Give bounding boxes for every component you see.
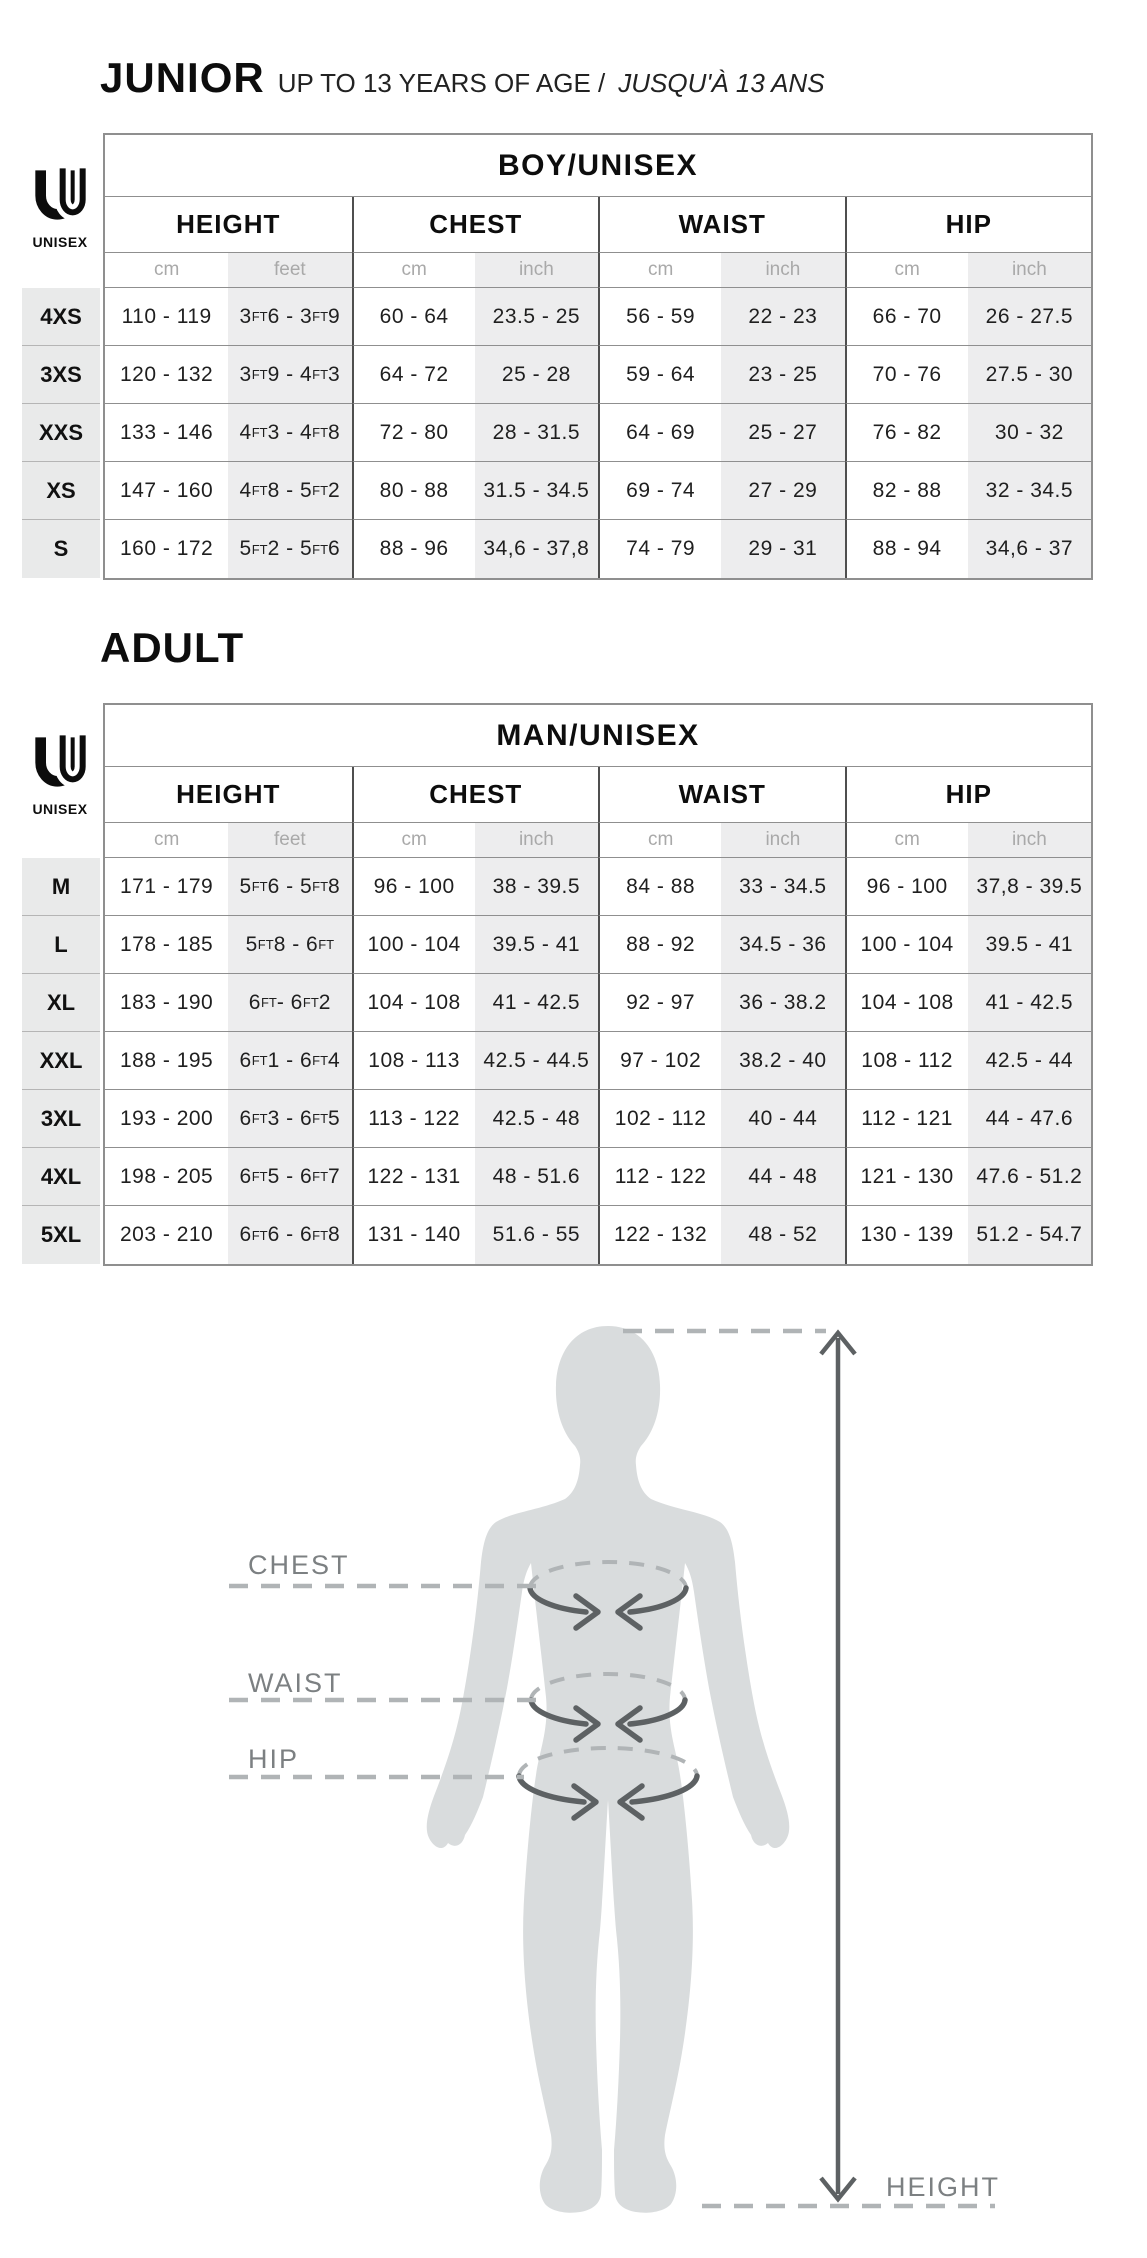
table-cell: 70 - 76: [845, 346, 968, 404]
unit-header: inch: [475, 823, 598, 858]
table-cell: 26 - 27.5: [968, 288, 1091, 346]
unit-header: cm: [845, 253, 968, 288]
table-cell: 30 - 32: [968, 404, 1091, 462]
table-cell: 51.2 - 54.7: [968, 1206, 1091, 1264]
table-cell: 27.5 - 30: [968, 346, 1091, 404]
table-cell: 188 - 195: [105, 1032, 228, 1090]
table-cell: 48 - 51.6: [475, 1148, 598, 1206]
unisex-logo-label: UNISEX: [32, 234, 88, 250]
unit-header: cm: [598, 253, 721, 288]
table-cell: 6 FT 3 - 6 FT 5: [228, 1090, 351, 1148]
table-cell: 31.5 - 34.5: [475, 462, 598, 520]
column-header-chest: CHEST: [352, 197, 599, 253]
table-cell: 104 - 108: [352, 974, 475, 1032]
table-cell: 60 - 64: [352, 288, 475, 346]
size-label: S: [22, 520, 100, 578]
table-cell: 82 - 88: [845, 462, 968, 520]
unisex-logo-label: UNISEX: [32, 801, 88, 817]
table-cell: 6 FT 5 - 6 FT 7: [228, 1148, 351, 1206]
table-cell: 41 - 42.5: [475, 974, 598, 1032]
table-cell: 104 - 108: [845, 974, 968, 1032]
table-cell: 59 - 64: [598, 346, 721, 404]
adult-size-labels: [22, 858, 100, 1264]
size-label: XXS: [22, 404, 100, 462]
table-cell: 23 - 25: [721, 346, 844, 404]
measurement-diagram: [0, 1300, 1147, 2258]
table-cell: 44 - 48: [721, 1148, 844, 1206]
table-cell: 66 - 70: [845, 288, 968, 346]
table-cell: 42.5 - 44.5: [475, 1032, 598, 1090]
table-cell: 131 - 140: [352, 1206, 475, 1264]
table-cell: 88 - 94: [845, 520, 968, 578]
table-cell: 5 FT 6 - 5 FT 8: [228, 858, 351, 916]
table-cell: 3 FT 9 - 4 FT 3: [228, 346, 351, 404]
unit-header: inch: [968, 823, 1091, 858]
table-cell: 33 - 34.5: [721, 858, 844, 916]
table-cell: 120 - 132: [105, 346, 228, 404]
table-cell: 160 - 172: [120, 537, 214, 560]
table-cell: 4 FT 8 - 5 FT 2: [228, 462, 351, 520]
junior-heading: [100, 54, 825, 102]
size-label: 3XS: [22, 346, 100, 404]
table-cell: 56 - 59: [598, 288, 721, 346]
table-cell: 100 - 104: [845, 916, 968, 974]
table-cell: 112 - 122: [598, 1148, 721, 1206]
table-cell: 29 - 31: [721, 520, 844, 578]
unisex-u-icon: [30, 731, 90, 797]
table-cell: 25 - 28: [475, 346, 598, 404]
junior-size-table: [103, 133, 1093, 580]
table-cell: 3 FT 6 - 3 FT 9: [228, 288, 351, 346]
waist-label: WAIST: [248, 1668, 343, 1698]
junior-table-title: BOY/UNISEX: [105, 135, 1091, 197]
size-label: L: [22, 916, 100, 974]
table-cell: 198 - 205: [105, 1148, 228, 1206]
table-cell: 110 - 119: [105, 288, 228, 346]
table-cell: 122 - 132: [598, 1206, 721, 1264]
unit-header: inch: [968, 253, 1091, 288]
table-cell: 38.2 - 40: [721, 1032, 844, 1090]
height-label: HEIGHT: [886, 2172, 1001, 2202]
table-cell: 183 - 190: [105, 974, 228, 1032]
adult-title: ADULT: [100, 624, 245, 671]
table-cell: 39.5 - 41: [968, 916, 1091, 974]
table-cell: 27 - 29: [721, 462, 844, 520]
adult-table-title: MAN/UNISEX: [105, 705, 1091, 767]
column-header-waist: WAIST: [598, 197, 845, 253]
size-label: XS: [22, 462, 100, 520]
table-cell: 88 - 96: [352, 520, 475, 578]
unisex-logo-junior: [20, 164, 100, 250]
table-cell: 6 FT 1 - 6 FT 4: [228, 1032, 351, 1090]
table-cell: 34,6 - 37,8: [475, 520, 598, 578]
unit-header: cm: [105, 823, 228, 858]
table-cell: 25 - 27: [721, 404, 844, 462]
table-cell: 171 - 179: [105, 858, 228, 916]
table-cell: 34,6 - 37: [968, 520, 1091, 578]
unit-header: inch: [475, 253, 598, 288]
hip-label: HIP: [248, 1744, 300, 1774]
unit-header: cm: [845, 823, 968, 858]
size-label: 4XS: [22, 288, 100, 346]
table-cell: 42.5 - 44: [968, 1032, 1091, 1090]
table-cell: 48 - 52: [721, 1206, 844, 1264]
unit-header: feet: [228, 823, 351, 858]
unisex-logo-adult: [20, 731, 100, 817]
table-cell: 64 - 72: [352, 346, 475, 404]
column-header-height: HEIGHT: [105, 767, 352, 823]
chest-label: CHEST: [248, 1550, 350, 1580]
column-header-hip: HIP: [845, 767, 1092, 823]
body-silhouette: [427, 1326, 790, 2213]
table-cell: 42.5 - 48: [475, 1090, 598, 1148]
table-cell: 147 - 160: [105, 462, 228, 520]
table-cell: 121 - 130: [845, 1148, 968, 1206]
table-cell: 5 FT 2 - 5 FT 6: [228, 520, 351, 578]
junior-size-labels: [22, 288, 100, 578]
table-cell: 84 - 88: [598, 858, 721, 916]
unit-header: inch: [721, 823, 844, 858]
table-cell: 112 - 121: [845, 1090, 968, 1148]
table-cell: 108 - 112: [845, 1032, 968, 1090]
size-label: XL: [22, 974, 100, 1032]
adult-heading: [100, 624, 244, 672]
column-header-waist: WAIST: [598, 767, 845, 823]
table-cell: 40 - 44: [721, 1090, 844, 1148]
table-cell: 100 - 104: [352, 916, 475, 974]
table-cell: 22 - 23: [721, 288, 844, 346]
table-cell: 44 - 47.6: [968, 1090, 1091, 1148]
table-cell: 88 - 92: [598, 916, 721, 974]
table-cell: 74 - 79: [598, 520, 721, 578]
table-cell: 133 - 146: [105, 404, 228, 462]
table-cell: 122 - 131: [352, 1148, 475, 1206]
table-cell: 69 - 74: [598, 462, 721, 520]
table-cell: 32 - 34.5: [968, 462, 1091, 520]
table-cell: 108 - 113: [352, 1032, 475, 1090]
table-cell: 193 - 200: [105, 1090, 228, 1148]
table-cell: 92 - 97: [598, 974, 721, 1032]
table-cell: 76 - 82: [845, 404, 968, 462]
size-label: XXL: [22, 1032, 100, 1090]
table-cell: 203 - 210: [120, 1223, 214, 1246]
table-cell: 36 - 38.2: [721, 974, 844, 1032]
table-cell: 39.5 - 41: [475, 916, 598, 974]
table-cell: 41 - 42.5: [968, 974, 1091, 1032]
unit-header: cm: [105, 253, 228, 288]
size-label: 5XL: [22, 1206, 100, 1264]
unit-header: inch: [721, 253, 844, 288]
adult-size-table: [103, 703, 1093, 1266]
junior-subtitle-fr: JUSQU'À 13 ANS: [618, 68, 825, 98]
size-label: M: [22, 858, 100, 916]
table-cell: 178 - 185: [105, 916, 228, 974]
column-header-height: HEIGHT: [105, 197, 352, 253]
table-cell: 5 FT 8 - 6 FT: [228, 916, 351, 974]
junior-title: JUNIOR: [100, 54, 265, 101]
table-cell: 34.5 - 36: [721, 916, 844, 974]
unit-header: cm: [598, 823, 721, 858]
table-cell: 64 - 69: [598, 404, 721, 462]
size-label: 3XL: [22, 1090, 100, 1148]
size-label: 4XL: [22, 1148, 100, 1206]
column-header-hip: HIP: [845, 197, 1092, 253]
table-cell: 23.5 - 25: [475, 288, 598, 346]
table-cell: 130 - 139: [845, 1206, 968, 1264]
table-cell: 37,8 - 39.5: [968, 858, 1091, 916]
unit-header: cm: [352, 823, 475, 858]
table-cell: 113 - 122: [352, 1090, 475, 1148]
table-cell: 80 - 88: [352, 462, 475, 520]
table-cell: 96 - 100: [845, 858, 968, 916]
table-cell: 6 FT 6 - 6 FT 8: [228, 1206, 351, 1264]
unit-header: feet: [228, 253, 351, 288]
table-cell: 97 - 102: [598, 1032, 721, 1090]
unisex-u-icon: [30, 164, 90, 230]
table-cell: 6 FT - 6 FT 2: [228, 974, 351, 1032]
table-cell: 96 - 100: [352, 858, 475, 916]
column-header-chest: CHEST: [352, 767, 599, 823]
height-arrow: [821, 1333, 855, 2199]
unit-header: cm: [352, 253, 475, 288]
junior-subtitle-en: UP TO 13 YEARS OF AGE /: [277, 68, 606, 98]
table-cell: 4 FT 3 - 4 FT 8: [228, 404, 351, 462]
table-cell: 47.6 - 51.2: [968, 1148, 1091, 1206]
table-cell: 28 - 31.5: [475, 404, 598, 462]
table-cell: 102 - 112: [598, 1090, 721, 1148]
table-cell: 72 - 80: [352, 404, 475, 462]
table-cell: 51.6 - 55: [475, 1206, 598, 1264]
table-cell: 38 - 39.5: [475, 858, 598, 916]
